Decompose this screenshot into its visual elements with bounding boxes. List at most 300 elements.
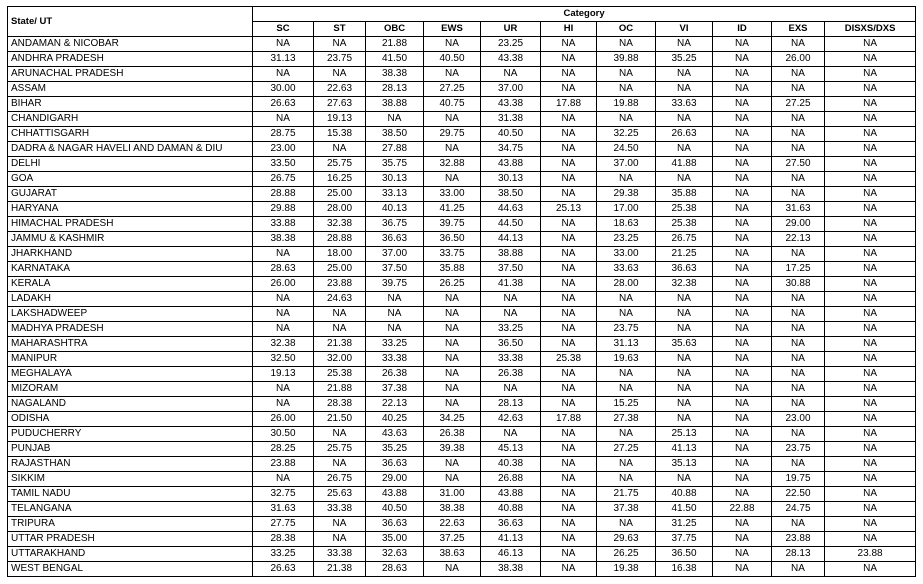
cutoff-value-cell: 28.88	[314, 232, 366, 247]
cutoff-value-cell: 16.25	[314, 172, 366, 187]
cutoff-value-cell: NA	[656, 292, 713, 307]
state-name-cell: ANDAMAN & NICOBAR	[8, 37, 253, 52]
cutoff-value-cell: 21.38	[314, 337, 366, 352]
cutoff-value-cell: NA	[314, 142, 366, 157]
cutoff-value-cell: 15.25	[597, 397, 656, 412]
cutoff-value-cell: 28.75	[253, 127, 314, 142]
cutoff-value-cell: NA	[825, 232, 916, 247]
cutoff-value-cell: NA	[713, 472, 772, 487]
column-header-id: ID	[713, 22, 772, 37]
cutoff-value-cell: 40.38	[481, 457, 541, 472]
cutoff-value-cell: NA	[656, 322, 713, 337]
cutoff-value-cell: NA	[541, 322, 597, 337]
cutoff-value-cell: 38.63	[424, 547, 481, 562]
cutoff-value-cell: NA	[825, 442, 916, 457]
cutoff-value-cell: 26.75	[314, 472, 366, 487]
cutoff-value-cell: NA	[314, 532, 366, 547]
cutoff-value-cell: NA	[825, 502, 916, 517]
cutoff-value-cell: 26.63	[253, 97, 314, 112]
cutoff-value-cell: NA	[541, 502, 597, 517]
cutoff-value-cell: NA	[713, 67, 772, 82]
column-header-st: ST	[314, 22, 366, 37]
table-row	[8, 397, 916, 412]
table-row	[8, 412, 916, 427]
cutoff-value-cell: NA	[825, 412, 916, 427]
cutoff-value-cell: 29.38	[597, 187, 656, 202]
cutoff-value-cell: NA	[825, 277, 916, 292]
cutoff-value-cell: NA	[825, 292, 916, 307]
state-name-cell: JAMMU & KASHMIR	[8, 232, 253, 247]
cutoff-value-cell: 38.38	[253, 232, 314, 247]
cutoff-value-cell: NA	[481, 427, 541, 442]
cutoff-value-cell: 44.63	[481, 202, 541, 217]
cutoff-value-cell: 37.00	[481, 82, 541, 97]
table-row	[8, 487, 916, 502]
cutoff-value-cell: NA	[253, 307, 314, 322]
cutoff-value-cell: 41.13	[481, 532, 541, 547]
cutoff-value-cell: 34.25	[424, 412, 481, 427]
cutoff-value-cell: NA	[541, 532, 597, 547]
column-header-disxs-dxs: DISXS/DXS	[825, 22, 916, 37]
cutoff-value-cell: NA	[656, 397, 713, 412]
cutoff-value-cell: 43.88	[481, 487, 541, 502]
cutoff-value-cell: NA	[481, 307, 541, 322]
table-row	[8, 442, 916, 457]
cutoff-value-cell: 19.13	[253, 367, 314, 382]
cutoff-value-cell: NA	[424, 337, 481, 352]
state-name-cell: MANIPUR	[8, 352, 253, 367]
cutoff-value-cell: NA	[772, 247, 825, 262]
table-row	[8, 307, 916, 322]
cutoff-value-cell: NA	[656, 37, 713, 52]
cutoff-value-cell: NA	[713, 187, 772, 202]
cutoff-value-cell: NA	[713, 52, 772, 67]
cutoff-value-cell: NA	[541, 37, 597, 52]
cutoff-value-cell: 40.50	[424, 52, 481, 67]
cutoff-value-cell: 25.75	[314, 157, 366, 172]
state-name-cell: TRIPURA	[8, 517, 253, 532]
cutoff-value-cell: NA	[713, 232, 772, 247]
cutoff-value-cell: 27.63	[314, 97, 366, 112]
cutoff-value-cell: NA	[772, 307, 825, 322]
cutoff-value-cell: 17.88	[541, 97, 597, 112]
table-row	[8, 457, 916, 472]
cutoff-value-cell: 38.50	[366, 127, 424, 142]
cutoff-value-cell: 22.13	[366, 397, 424, 412]
cutoff-value-cell: NA	[541, 112, 597, 127]
cutoff-value-cell: NA	[541, 157, 597, 172]
cutoff-value-cell: NA	[424, 367, 481, 382]
cutoff-value-cell: 28.88	[253, 187, 314, 202]
state-name-cell: DADRA & NAGAR HAVELI AND DAMAN & DIU	[8, 142, 253, 157]
cutoff-value-cell: NA	[424, 472, 481, 487]
cutoff-value-cell: 37.50	[366, 262, 424, 277]
cutoff-value-cell: 25.38	[656, 202, 713, 217]
cutoff-value-cell: 38.88	[481, 247, 541, 262]
cutoff-value-cell: NA	[541, 52, 597, 67]
cutoff-value-cell: 33.25	[253, 547, 314, 562]
cutoff-value-cell: 40.25	[366, 412, 424, 427]
cutoff-value-cell: 28.13	[772, 547, 825, 562]
cutoff-value-cell: NA	[713, 262, 772, 277]
cutoff-value-cell: NA	[541, 382, 597, 397]
table-row	[8, 292, 916, 307]
table-row	[8, 367, 916, 382]
cutoff-value-cell: NA	[713, 202, 772, 217]
table-row	[8, 337, 916, 352]
cutoff-value-cell: 22.88	[713, 502, 772, 517]
cutoff-value-cell: 32.25	[597, 127, 656, 142]
state-name-cell: MAHARASHTRA	[8, 337, 253, 352]
cutoff-value-cell: NA	[541, 427, 597, 442]
cutoff-value-cell: NA	[713, 157, 772, 172]
cutoff-value-cell: NA	[825, 457, 916, 472]
cutoff-value-cell: NA	[253, 112, 314, 127]
cutoff-value-cell: 33.50	[253, 157, 314, 172]
cutoff-value-cell: NA	[825, 367, 916, 382]
cutoff-value-cell: NA	[772, 562, 825, 577]
state-ut-header: State/ UT	[8, 7, 253, 37]
state-name-cell: RAJASTHAN	[8, 457, 253, 472]
cutoff-value-cell: NA	[541, 547, 597, 562]
cutoff-value-cell: 32.63	[366, 547, 424, 562]
cutoff-value-cell: 38.38	[481, 562, 541, 577]
table-row	[8, 187, 916, 202]
cutoff-value-cell: 28.63	[253, 262, 314, 277]
cutoff-value-cell: 16.38	[656, 562, 713, 577]
cutoff-value-cell: NA	[656, 367, 713, 382]
cutoff-value-cell: NA	[541, 472, 597, 487]
table-row	[8, 37, 916, 52]
cutoff-value-cell: NA	[541, 82, 597, 97]
cutoff-value-cell: 23.00	[253, 142, 314, 157]
cutoff-value-cell: 26.75	[253, 172, 314, 187]
cutoff-value-cell: 19.88	[597, 97, 656, 112]
column-header-vi: VI	[656, 22, 713, 37]
state-name-cell: ASSAM	[8, 82, 253, 97]
cutoff-value-cell: NA	[713, 97, 772, 112]
cutoff-value-cell: NA	[825, 322, 916, 337]
cutoff-value-cell: NA	[597, 172, 656, 187]
cutoff-value-cell: 30.88	[772, 277, 825, 292]
cutoff-value-cell: NA	[541, 262, 597, 277]
state-name-cell: DELHI	[8, 157, 253, 172]
cutoff-value-cell: NA	[541, 367, 597, 382]
cutoff-value-cell: 24.50	[597, 142, 656, 157]
cutoff-value-cell: NA	[825, 97, 916, 112]
cutoff-value-cell: 27.38	[597, 412, 656, 427]
cutoff-value-cell: NA	[424, 172, 481, 187]
cutoff-value-cell: NA	[772, 367, 825, 382]
cutoff-value-cell: 30.13	[366, 172, 424, 187]
cutoff-value-cell: 38.88	[366, 97, 424, 112]
cutoff-value-cell: 41.13	[656, 442, 713, 457]
cutoff-value-cell: NA	[772, 292, 825, 307]
column-header-ur: UR	[481, 22, 541, 37]
header-category-row	[8, 7, 916, 22]
cutoff-value-cell: NA	[656, 82, 713, 97]
cutoff-value-cell: 32.38	[656, 277, 713, 292]
cutoff-value-cell: 34.75	[481, 142, 541, 157]
cutoff-value-cell: 29.00	[366, 472, 424, 487]
cutoff-value-cell: 31.00	[424, 487, 481, 502]
state-name-cell: NAGALAND	[8, 397, 253, 412]
cutoff-value-cell: 28.63	[366, 562, 424, 577]
column-header-hi: HI	[541, 22, 597, 37]
cutoff-value-cell: 36.50	[424, 232, 481, 247]
cutoff-value-cell: NA	[825, 262, 916, 277]
cutoff-value-cell: NA	[424, 142, 481, 157]
cutoff-value-cell: NA	[541, 442, 597, 457]
cutoff-value-cell: 41.50	[656, 502, 713, 517]
cutoff-value-cell: NA	[825, 562, 916, 577]
cutoff-value-cell: 26.63	[656, 127, 713, 142]
cutoff-value-cell: 19.63	[597, 352, 656, 367]
cutoff-value-cell: 27.88	[366, 142, 424, 157]
cutoff-value-cell: NA	[656, 67, 713, 82]
cutoff-value-cell: NA	[825, 337, 916, 352]
cutoff-value-cell: NA	[597, 457, 656, 472]
cutoff-value-cell: 31.25	[656, 517, 713, 532]
cutoff-value-cell: 21.88	[314, 382, 366, 397]
cutoff-value-cell: NA	[713, 412, 772, 427]
cutoff-value-cell: 35.88	[424, 262, 481, 277]
cutoff-value-cell: NA	[825, 67, 916, 82]
state-name-cell: CHANDIGARH	[8, 112, 253, 127]
cutoff-value-cell: 40.75	[424, 97, 481, 112]
cutoff-value-cell: NA	[825, 217, 916, 232]
column-header-ews: EWS	[424, 22, 481, 37]
cutoff-value-cell: NA	[713, 442, 772, 457]
cutoff-value-cell: 33.63	[597, 262, 656, 277]
cutoff-value-cell: 37.00	[366, 247, 424, 262]
state-name-cell: MEGHALAYA	[8, 367, 253, 382]
cutoff-value-cell: 36.50	[481, 337, 541, 352]
cutoff-value-cell: NA	[656, 412, 713, 427]
cutoff-value-cell: 27.75	[253, 517, 314, 532]
cutoff-value-cell: 35.25	[366, 442, 424, 457]
cutoff-value-cell: 23.88	[314, 277, 366, 292]
cutoff-value-cell: NA	[424, 352, 481, 367]
cutoff-value-cell: 23.88	[772, 532, 825, 547]
cutoff-value-cell: 25.38	[314, 367, 366, 382]
cutoff-value-cell: 35.88	[656, 187, 713, 202]
state-name-cell: JHARKHAND	[8, 247, 253, 262]
cutoff-value-cell: 24.75	[772, 502, 825, 517]
column-header-sc: SC	[253, 22, 314, 37]
cutoff-value-cell: NA	[772, 112, 825, 127]
cutoff-value-cell: 28.25	[253, 442, 314, 457]
cutoff-value-cell: NA	[772, 37, 825, 52]
cutoff-value-cell: NA	[597, 427, 656, 442]
cutoff-value-cell: 25.00	[314, 187, 366, 202]
state-name-cell: GOA	[8, 172, 253, 187]
cutoff-value-cell: 29.00	[772, 217, 825, 232]
table-row	[8, 352, 916, 367]
cutoff-value-cell: 39.38	[424, 442, 481, 457]
table-row	[8, 472, 916, 487]
cutoff-value-cell: NA	[541, 337, 597, 352]
cutoff-value-cell: NA	[772, 517, 825, 532]
cutoff-value-cell: NA	[825, 82, 916, 97]
cutoff-value-cell: NA	[541, 307, 597, 322]
cutoff-value-cell: 26.00	[253, 412, 314, 427]
cutoff-value-cell: NA	[314, 457, 366, 472]
cutoff-value-cell: 43.38	[481, 52, 541, 67]
cutoff-value-cell: 33.38	[314, 547, 366, 562]
cutoff-value-cell: 25.13	[656, 427, 713, 442]
table-row	[8, 67, 916, 82]
table-row	[8, 517, 916, 532]
cutoff-value-cell: 32.38	[253, 337, 314, 352]
cutoff-value-cell: 25.38	[541, 352, 597, 367]
cutoff-value-cell: NA	[541, 277, 597, 292]
cutoff-value-cell: 38.38	[366, 67, 424, 82]
cutoff-value-cell: 15.38	[314, 127, 366, 142]
cutoff-value-cell: 21.50	[314, 412, 366, 427]
cutoff-value-cell: NA	[366, 322, 424, 337]
cutoff-value-cell: NA	[825, 397, 916, 412]
cutoff-value-cell: NA	[597, 472, 656, 487]
cutoff-value-cell: 40.50	[481, 127, 541, 142]
cutoff-value-cell: NA	[481, 382, 541, 397]
column-header-obc: OBC	[366, 22, 424, 37]
cutoff-value-cell: NA	[481, 67, 541, 82]
cutoff-value-cell: 44.13	[481, 232, 541, 247]
cutoff-value-cell: 35.63	[656, 337, 713, 352]
cutoff-value-cell: 26.25	[597, 547, 656, 562]
cutoff-value-cell: 36.63	[366, 517, 424, 532]
cutoff-value-cell: 26.88	[481, 472, 541, 487]
cutoff-value-cell: 26.63	[253, 562, 314, 577]
cutoff-value-cell: 37.25	[424, 532, 481, 547]
cutoff-value-cell: 25.38	[656, 217, 713, 232]
cutoff-value-cell: 32.88	[424, 157, 481, 172]
cutoff-value-cell: 23.75	[314, 52, 366, 67]
cutoff-value-cell: NA	[772, 67, 825, 82]
cutoff-value-cell: 26.25	[424, 277, 481, 292]
category-header: Category	[253, 7, 916, 22]
cutoff-value-cell: NA	[713, 517, 772, 532]
cutoff-value-cell: 31.38	[481, 112, 541, 127]
table-row	[8, 82, 916, 97]
cutoff-value-cell: NA	[772, 82, 825, 97]
table-row	[8, 562, 916, 577]
cutoff-value-cell: 43.63	[366, 427, 424, 442]
cutoff-value-cell: 37.38	[366, 382, 424, 397]
cutoff-value-cell: NA	[424, 397, 481, 412]
table-row	[8, 247, 916, 262]
cutoff-value-cell: NA	[597, 112, 656, 127]
cutoff-value-cell: 29.63	[597, 532, 656, 547]
cutoff-value-cell: NA	[772, 457, 825, 472]
cutoff-value-cell: 19.13	[314, 112, 366, 127]
table-row	[8, 157, 916, 172]
cutoff-value-cell: 23.00	[772, 412, 825, 427]
cutoff-value-cell: 23.25	[481, 37, 541, 52]
cutoff-value-cell: NA	[825, 487, 916, 502]
cutoff-value-cell: NA	[541, 292, 597, 307]
cutoff-value-cell: 25.63	[314, 487, 366, 502]
cutoff-value-cell: NA	[424, 112, 481, 127]
cutoff-value-cell: 45.13	[481, 442, 541, 457]
cutoff-value-cell: NA	[366, 307, 424, 322]
table-row	[8, 142, 916, 157]
state-name-cell: LADAKH	[8, 292, 253, 307]
cutoff-value-cell: 24.63	[314, 292, 366, 307]
cutoff-value-cell: NA	[597, 82, 656, 97]
cutoff-value-cell: NA	[656, 172, 713, 187]
cutoff-value-cell: 17.88	[541, 412, 597, 427]
cutoff-value-cell: NA	[713, 562, 772, 577]
cutoff-value-cell: 36.75	[366, 217, 424, 232]
cutoff-value-cell: NA	[424, 562, 481, 577]
cutoff-value-cell: NA	[772, 382, 825, 397]
column-header-oc: OC	[597, 22, 656, 37]
column-header-exs: EXS	[772, 22, 825, 37]
cutoff-value-cell: 26.00	[253, 277, 314, 292]
cutoff-value-cell: NA	[541, 487, 597, 502]
cutoff-value-cell: 26.38	[366, 367, 424, 382]
cutoff-value-cell: 37.00	[597, 157, 656, 172]
cutoff-value-cell: NA	[597, 367, 656, 382]
cutoff-value-cell: NA	[713, 427, 772, 442]
cutoff-value-cell: NA	[772, 337, 825, 352]
state-name-cell: BIHAR	[8, 97, 253, 112]
state-name-cell: GUJARAT	[8, 187, 253, 202]
cutoff-value-cell: NA	[541, 217, 597, 232]
cutoff-value-cell: 18.63	[597, 217, 656, 232]
cutoff-value-cell: NA	[253, 322, 314, 337]
table-row	[8, 547, 916, 562]
state-name-cell: LAKSHADWEEP	[8, 307, 253, 322]
cutoff-value-cell: 27.25	[597, 442, 656, 457]
cutoff-value-cell: NA	[825, 532, 916, 547]
cutoff-value-cell: NA	[253, 37, 314, 52]
cutoff-value-cell: 30.50	[253, 427, 314, 442]
table-row	[8, 262, 916, 277]
table-row	[8, 427, 916, 442]
cutoff-value-cell: NA	[713, 547, 772, 562]
cutoff-value-cell: NA	[825, 157, 916, 172]
cutoff-value-cell: 38.50	[481, 187, 541, 202]
cutoff-value-cell: 19.75	[772, 472, 825, 487]
cutoff-value-cell: 18.00	[314, 247, 366, 262]
cutoff-value-cell: NA	[656, 307, 713, 322]
state-name-cell: PUDUCHERRY	[8, 427, 253, 442]
cutoff-value-cell: 28.13	[481, 397, 541, 412]
cutoff-value-cell: 31.13	[597, 337, 656, 352]
cutoff-value-cell: NA	[713, 292, 772, 307]
cutoff-value-cell: 27.50	[772, 157, 825, 172]
cutoff-value-cell: NA	[713, 322, 772, 337]
cutoff-value-cell: NA	[541, 172, 597, 187]
cutoff-value-cell: 21.38	[314, 562, 366, 577]
cutoff-value-cell: NA	[424, 307, 481, 322]
cutoff-value-cell: 33.13	[366, 187, 424, 202]
cutoff-value-cell: NA	[541, 127, 597, 142]
cutoff-value-cell: 30.00	[253, 82, 314, 97]
table-row	[8, 202, 916, 217]
cutoff-value-cell: 33.75	[424, 247, 481, 262]
cutoff-value-cell: 22.63	[424, 517, 481, 532]
cutoff-value-cell: NA	[597, 67, 656, 82]
cutoff-value-cell: NA	[253, 67, 314, 82]
table-row	[8, 532, 916, 547]
cutoff-value-cell: 26.38	[481, 367, 541, 382]
cutoff-value-cell: 31.63	[772, 202, 825, 217]
cutoff-value-cell: 33.25	[366, 337, 424, 352]
